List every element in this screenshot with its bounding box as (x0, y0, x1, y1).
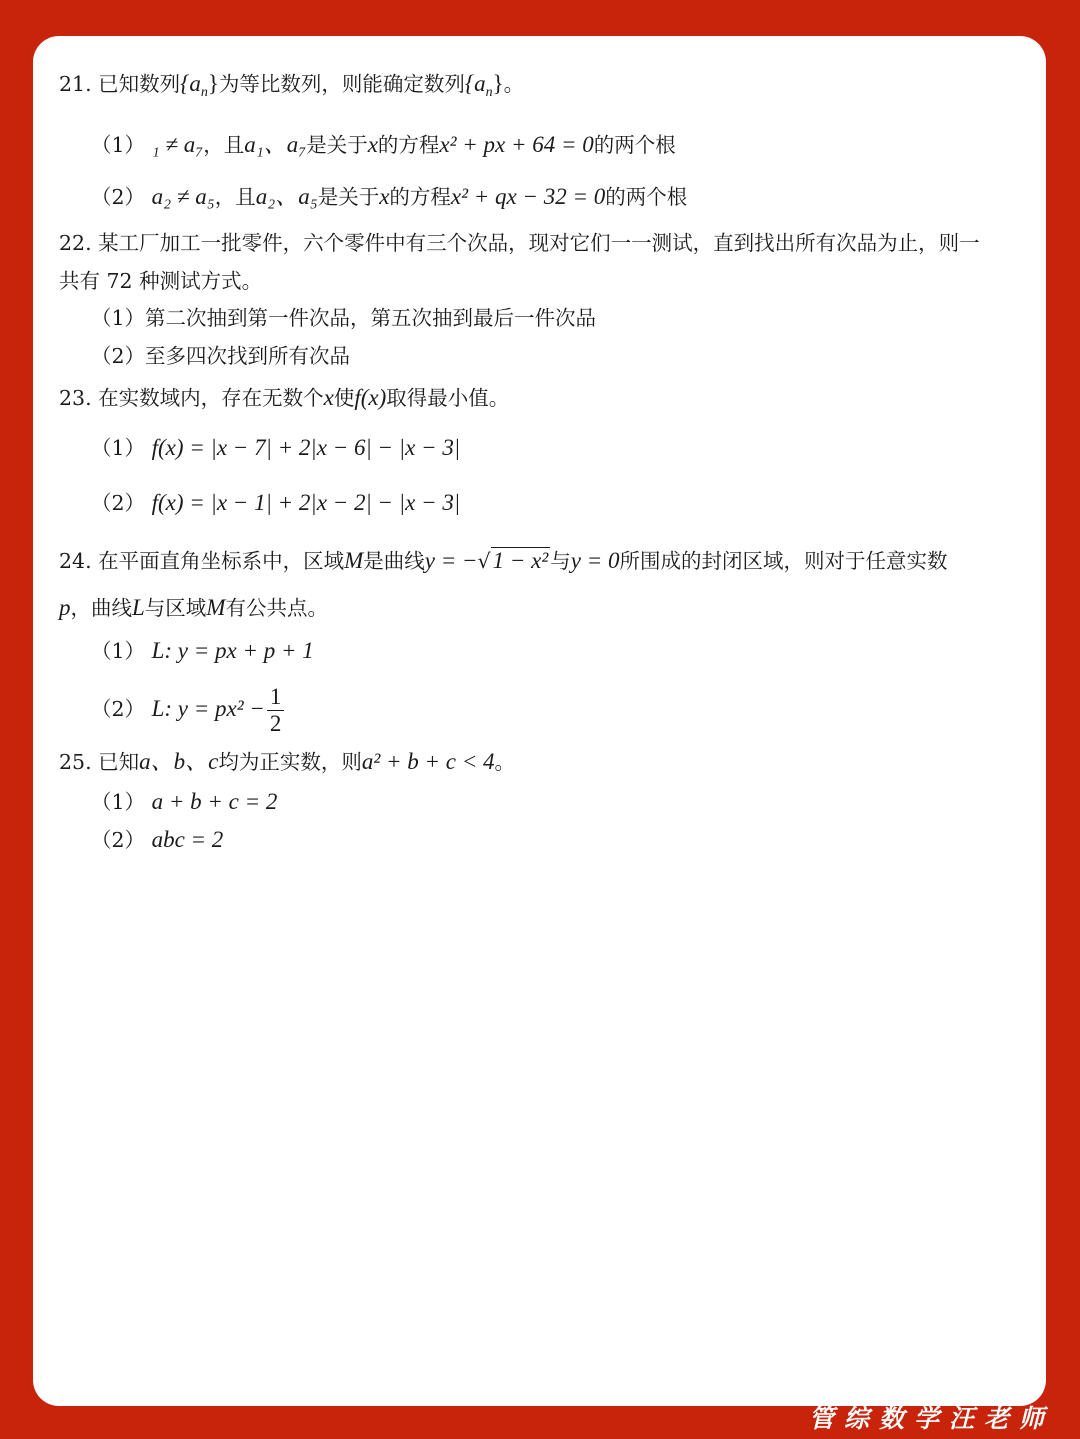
q21-c2-ineq: a₂ ≠ a₅ (151, 184, 215, 210)
q21-seq-close: } (207, 71, 219, 96)
text: 与 (550, 549, 571, 574)
label-2: （2） (91, 828, 146, 853)
q25-c2-equation: abc = 2 (151, 827, 224, 853)
q25-c1-equation: a + b + c = 2 (151, 789, 278, 815)
text: 所围成的封闭区域，则对于任意实数 (619, 549, 948, 574)
text: 25. 已知 (59, 750, 140, 775)
q23-condition-1 (59, 421, 1022, 475)
q24-stem-line2 (59, 591, 1022, 625)
q21-seq: {a (180, 71, 201, 96)
q21-stem-text2: 为等比数列，则能确定数列 (218, 72, 465, 96)
q21-c1-roots: a₁、a₇ (244, 132, 307, 158)
text: 使 (333, 386, 355, 411)
q23-fx: f(x) (354, 385, 387, 411)
q21-stem (59, 58, 1022, 119)
var-x: x (379, 184, 390, 210)
q21-condition-2 (59, 171, 1022, 223)
var-M: M (206, 595, 226, 621)
q25-stem (59, 741, 1022, 783)
text: 与区域 (144, 596, 207, 621)
label-1: （1） (91, 790, 146, 815)
q24-fraction (267, 684, 285, 737)
label-2: （2） (91, 185, 146, 210)
q24-condition-1 (59, 625, 1022, 677)
numerator: 1 (267, 684, 285, 711)
text: ，且 (203, 133, 245, 158)
q24-stem-line1: 24. 在平面直角坐标系中，区域M是曲线y = −√1 − x²与y = 0所围成的封闭区域，则对于任意实数 (59, 548, 948, 574)
q23-c1-equation: f(x) = |x − 7| + 2|x − 6| − |x − 3| (151, 435, 461, 461)
text: 。 (494, 750, 516, 775)
var-x: x (367, 132, 378, 158)
q21-c1-equation: x² + px + 64 = 0 (439, 132, 594, 158)
label-2: （2） (91, 491, 146, 516)
text: 取得最小值。 (386, 386, 510, 411)
q22-stem-line1: 22. 某工厂加工一批零件，六个零件中有三个次品，现对它们一一测试，直到找出所有次品为止，则一 (59, 231, 980, 256)
text: 的两个根 (605, 185, 688, 210)
q21-end: 。 (503, 72, 525, 96)
var-x: x (323, 385, 334, 411)
text: ，曲线 (70, 596, 132, 621)
q22-stem-line2: 共有 72 种测试方式。 (59, 269, 263, 294)
text: 是关于 (306, 133, 368, 158)
text: 是关于 (317, 185, 380, 210)
q24-condition-2 (59, 677, 1022, 741)
text: 的两个根 (593, 133, 676, 158)
q24-c2-equation: L: y = px² − (151, 696, 265, 722)
text: 的方程 (389, 185, 451, 210)
q22-condition-1: （1）第二次抽到第一件次品，第五次抽到最后一件次品 (91, 306, 597, 331)
q21-stem-text: 21. 已知数列 (59, 72, 181, 96)
denominator: 2 (269, 711, 282, 737)
text: 有公共点。 (225, 596, 328, 621)
var-M: M (344, 548, 364, 574)
q23-condition-2 (59, 475, 1022, 531)
text: 23. 在实数域内，存在无数个 (59, 386, 324, 411)
q21-seq2-close: } (492, 71, 504, 96)
q24-y0: y = 0 (570, 548, 620, 574)
label-2: （2） (91, 697, 146, 722)
label-1: （1） (91, 639, 146, 664)
q21-c2-equation: x² + qx − 32 = 0 (450, 184, 606, 210)
author-watermark: 管综数学汪老师 (808, 1404, 1054, 1433)
q21-seq2-sub: n (485, 85, 493, 101)
label-1: （1） (91, 436, 146, 461)
q25-condition-2 (59, 821, 1022, 859)
q21-seq2: {a (464, 71, 486, 96)
q21-seq-sub: n (200, 85, 208, 101)
text: 24. 在平面直角坐标系中，区域 (59, 549, 345, 574)
q25-condition-1 (59, 783, 1022, 821)
q23-stem (59, 375, 1022, 421)
text: 的方程 (377, 133, 440, 158)
q22-condition-2: （2）至多四次找到所有次品 (91, 344, 351, 369)
text: ，且 (214, 185, 256, 210)
q24-curve: y = − (424, 548, 478, 574)
q21-c1-ineq: ₁ ≠ a₇ (151, 132, 204, 158)
q21-condition-1 (59, 119, 1022, 171)
q25-vars: a、b、c (139, 749, 219, 775)
question-sheet (33, 36, 1046, 1406)
q24-c1-equation: L: y = px + p + 1 (151, 638, 314, 664)
text: 是曲线 (363, 549, 425, 574)
label-1: （1） (91, 133, 146, 158)
var-L: L (132, 595, 145, 621)
var-p: p (59, 595, 71, 621)
q21-c2-roots: a₂、a₅ (255, 184, 318, 210)
q25-inequality: a² + b + c < 4 (361, 749, 495, 775)
text: 均为正实数，则 (218, 750, 362, 775)
q23-c2-equation: f(x) = |x − 1| + 2|x − 2| − |x − 3| (151, 490, 461, 516)
question-list (59, 58, 1022, 859)
q24-curve-root: 1 − x² (492, 548, 549, 574)
